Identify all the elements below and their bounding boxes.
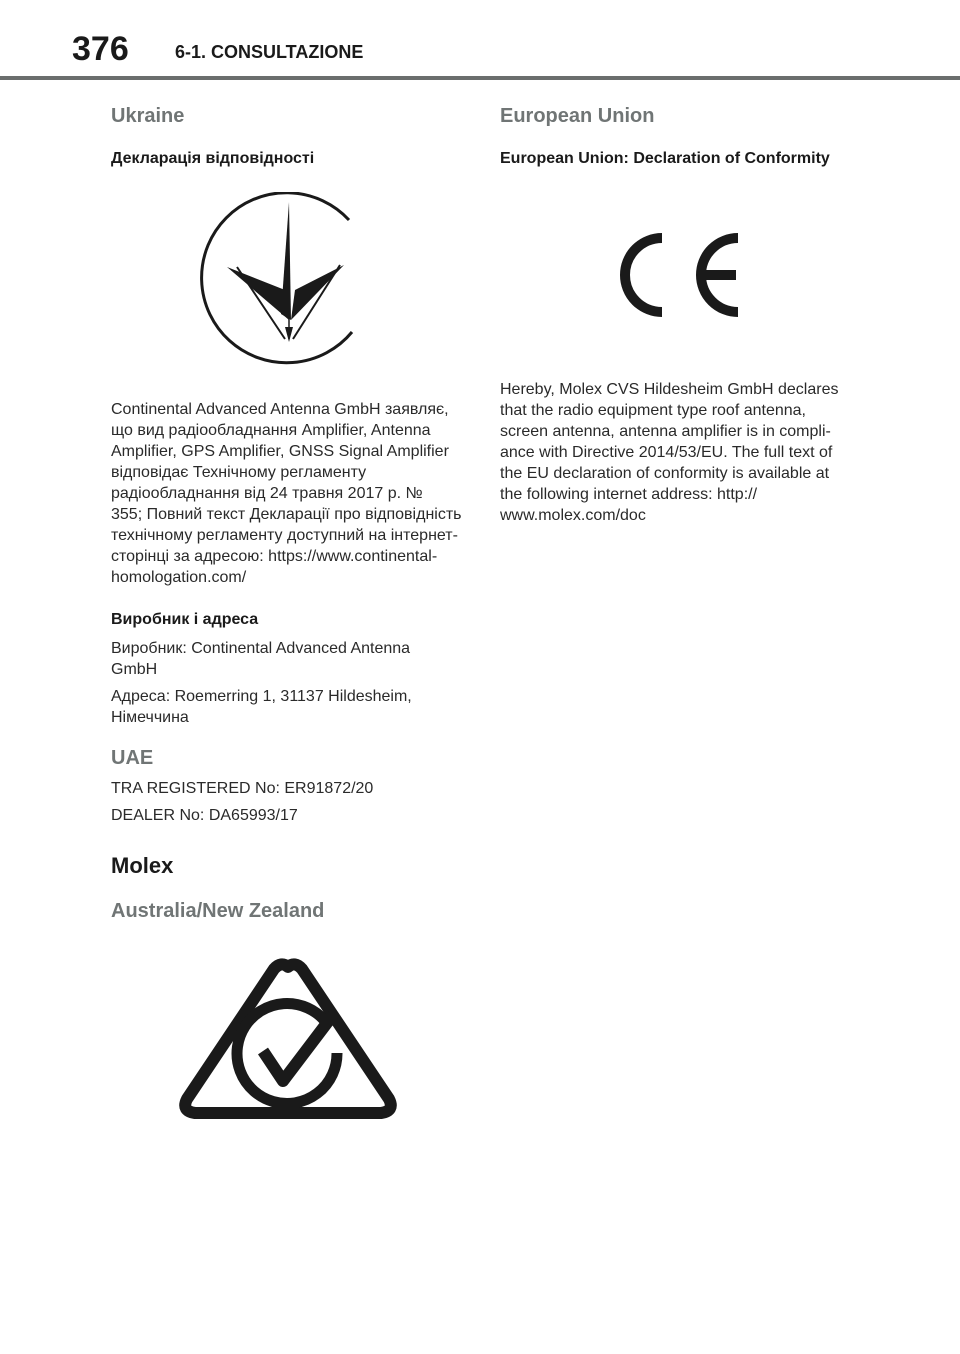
text-line: Німеччина xyxy=(111,709,189,726)
text-line: Continental Advanced Antenna GmbH заявляє, xyxy=(111,401,449,418)
text-line: www.molex.com/doc xyxy=(500,507,646,524)
eu-declaration-heading: European Union: Declaration of Conformity xyxy=(500,150,830,167)
ukraine-declaration-heading: Декларація відповідності xyxy=(111,150,315,167)
ukraine-declaration-text xyxy=(111,399,471,588)
text-line: screen antenna, antenna amplifier is in compli- xyxy=(500,423,831,440)
text-line: Amplifier, GPS Amplifier, GNSS Signal Amplifier xyxy=(111,443,449,460)
uae-tra-registered: TRA REGISTERED No: ER91872/20 xyxy=(111,780,374,797)
text-line: the EU declaration of conformity is available at xyxy=(500,465,830,482)
page-header xyxy=(0,0,960,80)
rcm-compliance-mark-icon xyxy=(175,955,401,1123)
text-line: технічному регламенту доступний на інтернет- xyxy=(111,527,458,544)
uae-heading: UAE xyxy=(111,747,154,769)
text-line: that the radio equipment type roof antenna, xyxy=(500,402,806,419)
ukraine-conformity-mark-icon xyxy=(197,192,367,372)
text-line: сторінці за адресою: https://www.continental- xyxy=(111,548,438,565)
manufacturer-text xyxy=(111,638,471,680)
ukraine-heading: Ukraine xyxy=(111,105,185,127)
text-line: homologation.com/ xyxy=(111,569,247,586)
text-line: 355; Повний текст Декларації про відповідність xyxy=(111,506,462,523)
header-divider xyxy=(0,76,960,80)
text-line: що вид радіообладнання Amplifier, Antenna xyxy=(111,422,431,439)
text-line: ance with Directive 2014/53/EU. The full text of xyxy=(500,444,833,461)
molex-heading: Molex xyxy=(111,853,174,878)
text-line: Hereby, Molex CVS Hildesheim GmbH declares xyxy=(500,381,839,398)
manufacturer-heading: Виробник і адреса xyxy=(111,611,259,628)
uae-dealer: DEALER No: DA65993/17 xyxy=(111,807,298,824)
text-line: GmbH xyxy=(111,661,158,678)
text-line: the following internet address: http:// xyxy=(500,486,758,503)
section-title: 6-1. CONSULTAZIONE xyxy=(175,42,364,62)
text-line: радіообладнання від 24 травня 2017 р. № xyxy=(111,485,423,502)
text-line: Виробник: Continental Advanced Antenna xyxy=(111,640,411,657)
eu-heading: European Union xyxy=(500,105,655,127)
text-line: відповідає Технічному регламенту xyxy=(111,464,367,481)
eu-declaration-text xyxy=(500,379,860,526)
page-number: 376 xyxy=(72,30,129,68)
text-line: Адреса: Roemerring 1, 31137 Hildesheim, xyxy=(111,688,412,705)
address-text xyxy=(111,686,471,728)
ce-mark-icon xyxy=(610,230,750,320)
australia-nz-heading: Australia/New Zealand xyxy=(111,900,325,922)
